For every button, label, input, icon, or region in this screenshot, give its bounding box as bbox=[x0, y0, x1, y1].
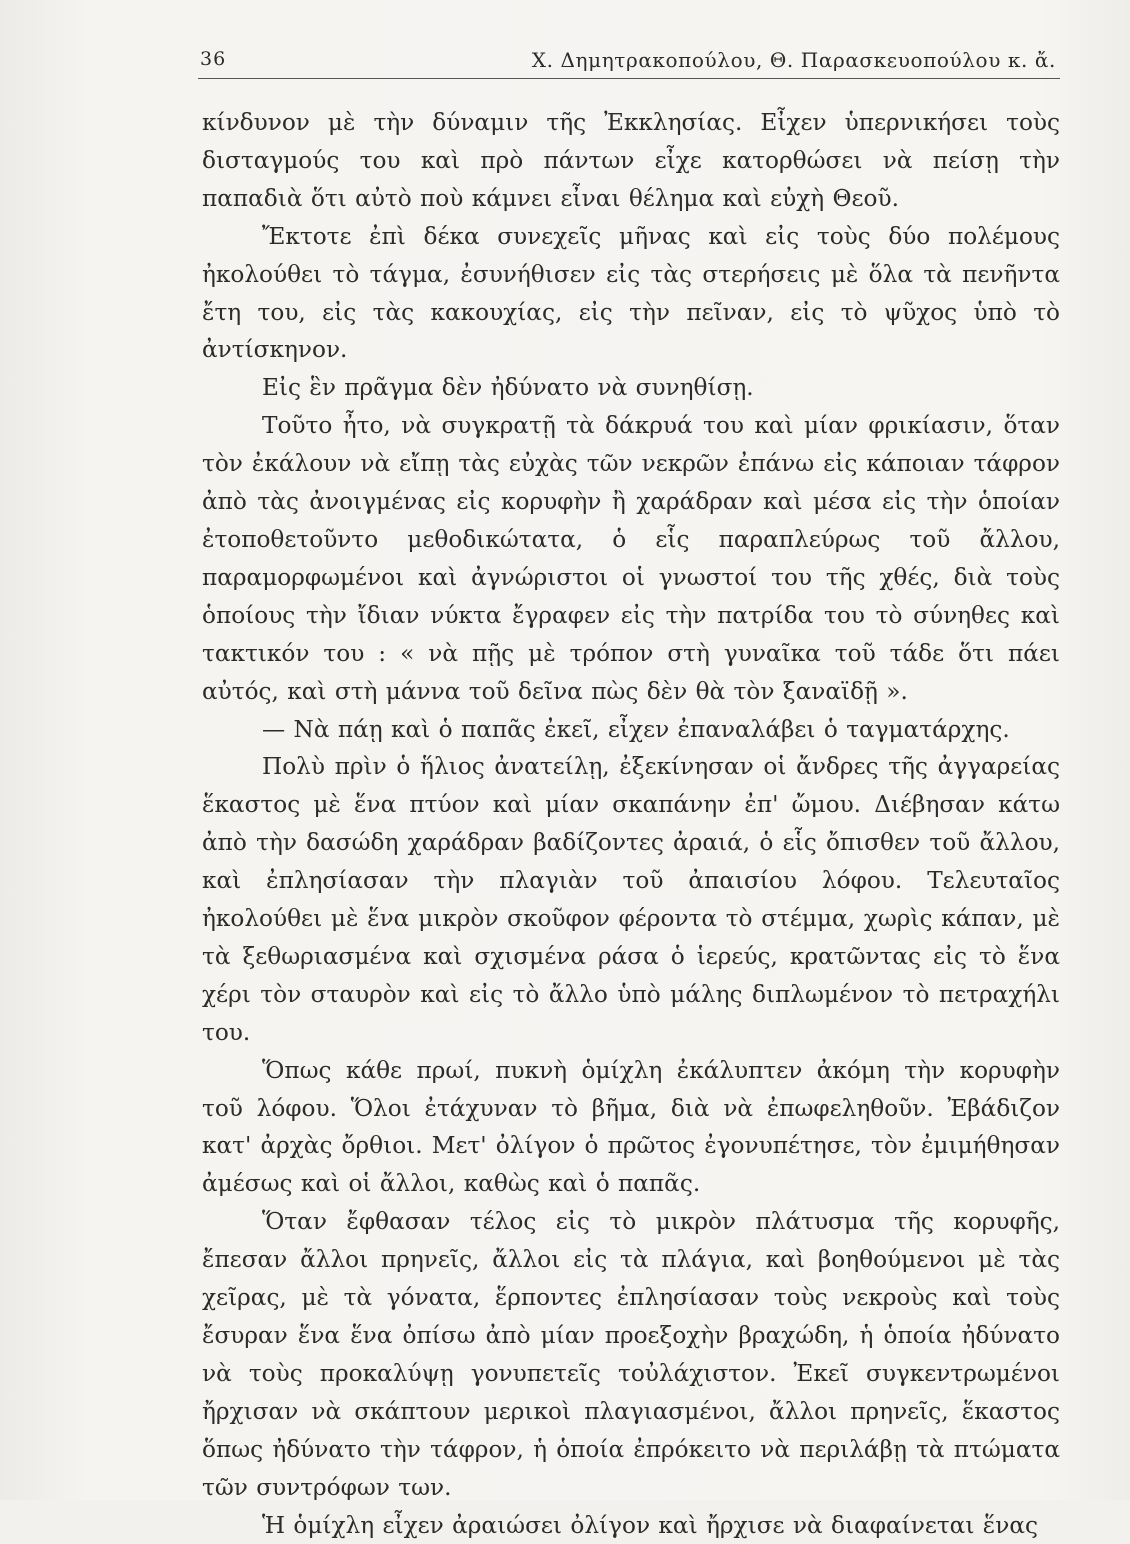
paragraph: Ὅταν ἔφθασαν τέλος εἰς τὸ μικρὸν πλάτυσμα τῆς κορυφῆς, ἔπεσαν ἄλλοι πρηνεῖς, ἄλλοι εἰς τὰ πλάγια, καὶ βοηθούμενοι μὲ τὰς χεῖρας, μὲ τὰ γόνατα, ἕρποντες ἐπλησίασαν τοὺς νεκροὺς καὶ τοὺς ἔσυραν ἕνα ἕνα ὀπίσω ἀπὸ μίαν προεξοχὴν βραχώδη, ἡ ὁποία ἠδύνατο νὰ τοὺς προκαλύψῃ γονυπετεῖς τοὐλάχιστον. Ἐκεῖ συγκεντρωμένοι ἤρχισαν νὰ σκάπτουν μερικοὶ πλαγιασμένοι, ἄλλοι πρηνεῖς, ἕκαστος ὅπως ἠδύνατο τὴν τάφρον, ἡ ὁποία ἐπρόκειτο νὰ περιλάβῃ τὰ πτώματα τῶν συντρόφων των. bbox=[202, 1208, 1060, 1501]
paragraph: Ὅπως κάθε πρωί, πυκνὴ ὁμίχλη ἐκάλυπτεν ἀκόμη τὴν κορυφὴν τοῦ λόφου. Ὅλοι ἐτάχυναν τὸ βῆμα, διὰ νὰ ἐπωφεληθοῦν. Ἐβάδιζον κατ' ἀρχὰς ὄρθιοι. Μετ' ὀλίγον ὁ πρῶτος ἐγονυπέτησε, τὸν ἐμιμήθησαν ἀμέσως καὶ οἱ ἄλλοι, καθὼς καὶ ὁ παπᾶς. bbox=[202, 1056, 1060, 1198]
paragraph: Ἡ ὁμίχλη εἶχεν ἀραιώσει ὀλίγον καὶ ἤρχισε νὰ διαφαίνεται ἕνας bbox=[262, 1511, 1038, 1539]
paragraph: Εἰς ἓν πρᾶγμα δὲν ἠδύνατο νὰ συνηθίσῃ. bbox=[262, 374, 754, 402]
running-title: Χ. Δημητρακοπούλου, Θ. Παρασκευοπούλου κ. ἄ. bbox=[531, 48, 1056, 72]
paragraph: Πολὺ πρὶν ὁ ἥλιος ἀνατείλῃ, ἐξεκίνησαν οἱ ἄνδρες τῆς ἀγγαρείας ἕκαστος μὲ ἕνα πτύον καὶ μίαν σκαπάνην ἐπ' ὤμου. Διέβησαν κάτω ἀπὸ τὴν δασώδη χαράδραν βαδίζοντες ἀραιά, ὁ εἷς ὄπισθεν τοῦ ἄλλου, καὶ ἐπλησίασαν τὴν πλαγιὰν τοῦ ἀπαισίου λόφου. Τελευταῖος ἠκολούθει μὲ ἕνα μικρὸν σκοῦφον φέροντα τὸ στέμμα, χωρὶς κάπαν, μὲ τὰ ξεθωριασμένα καὶ σχισμένα ράσα ὁ ἱερεύς, κρατῶντας εἰς τὸ ἕνα χέρι τὸν σταυρὸν καὶ εἰς τὸ ἄλλο ὑπὸ μάλης διπλωμένον τὸ πετραχήλι του. bbox=[202, 753, 1060, 1046]
page-header bbox=[198, 38, 1060, 79]
page-number: 36 bbox=[200, 48, 227, 70]
dialogue-line: — Νὰ πάῃ καὶ ὁ παπᾶς ἐκεῖ, εἶχεν ἐπαναλάβει ὁ ταγματάρχης. bbox=[262, 715, 1010, 743]
paragraph-continuation: κίνδυνον μὲ τὴν δύναμιν τῆς Ἐκκλησίας. Εἶχεν ὑπερνικήσει τοὺς δισταγμούς του καὶ πρὸ πάντων εἶχε κατορθώσει νὰ πείσῃ τὴν παπαδιὰ ὅτι αὐτὸ ποὺ κάμνει εἶναι θέλημα καὶ εὐχὴ Θεοῦ. bbox=[202, 109, 1060, 212]
body-text bbox=[202, 104, 1060, 1544]
paragraph: Ἔκτοτε ἐπὶ δέκα συνεχεῖς μῆνας καὶ εἰς τοὺς δύο πολέμους ἠκολούθει τὸ τάγμα, ἐσυνήθισεν εἰς τὰς στερήσεις μὲ ὅλα τὰ πενῆντα ἔτη του, εἰς τὰς κακουχίας, εἰς τὴν πεῖναν, εἰς τὸ ψῦχος ὑπὸ τὸ ἀντίσκηνον. bbox=[202, 222, 1060, 364]
paragraph: Τοῦτο ἦτο, νὰ συγκρατῇ τὰ δάκρυά του καὶ μίαν φρικίασιν, ὅταν τὸν ἐκάλουν νὰ εἴπῃ τὰς εὐχὰς τῶν νεκρῶν ἐπάνω εἰς κάποιαν τάφρον ἀπὸ τὰς ἀνοιγμένας εἰς κορυφὴν ἢ χαράδραν καὶ μέσα εἰς τὴν ὁποίαν ἐτοποθετοῦντο μεθοδικώτατα, ὁ εἷς παραπλεύρως τοῦ ἄλλου, παραμορφωμένοι καὶ ἀγνώριστοι οἱ γνωστοί του τῆς χθές, διὰ τοὺς ὁποίους τὴν ἴδιαν νύκτα ἔγραφεν εἰς τὴν πατρίδα του τὸ σύνηθες καὶ τακτικόν του : « νὰ πῇς μὲ τρόπον στὴ γυναῖκα τοῦ τάδε ὅτι πάει αὐτός, καὶ στὴ μάννα τοῦ δεῖνα πὼς δὲν θὰ τὸν ξαναϊδῇ ». bbox=[202, 412, 1060, 705]
